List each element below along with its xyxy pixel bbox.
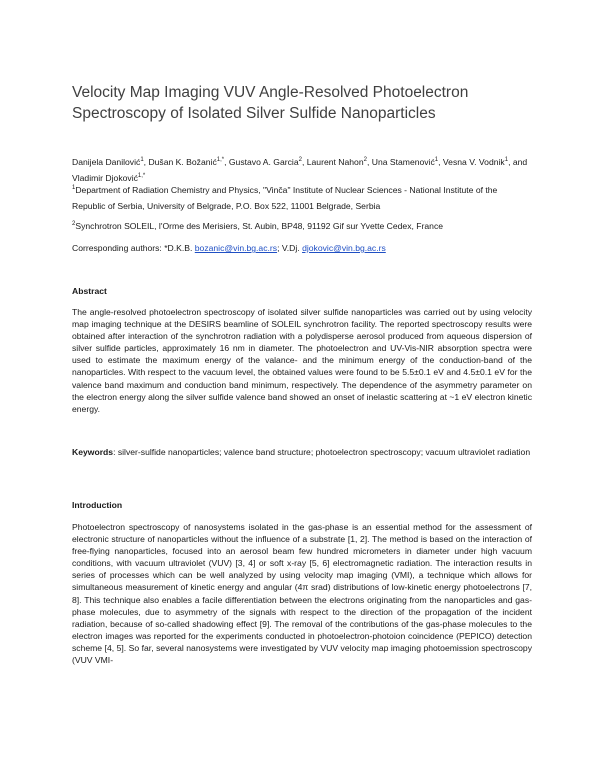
keywords-text: : silver-sulfide nanoparticles; valence band structure; photoelectron spectroscopy; vacuum ultraviolet radiation (113, 447, 531, 457)
affiliation-2: $^2$Synchrotron SOLEIL, l'Orme des Merisiers, St. Aubin, BP48, 91192 Gif sur Yvette Cedex, France (72, 221, 444, 231)
author: Vladimir Djoković$^{1,*}$ (72, 173, 146, 183)
keywords (72, 446, 532, 458)
abstract-text: The angle-resolved photoelectron spectroscopy of isolated silver sulfide nanoparticles was carried out by using velocity map imaging technique at the DESIRS beamline of SOLEIL synchrotron facility. The reported spectroscopy results were obtained after interaction of the synchrotron radiation with a polydisperse aerosol produced from aqueous dispersion of silver sulfide particles, approximately 16 nm in diameter. The photoelectron and UV-Vis-NIR absorption spectra were used to estimate the maximum energy of the valance- and the minimum energy of the conduction-band of the nanoparticles. With respect to the vacuum level, the obtained values were found to be 5.5±0.1 eV and 4.5±0.1 eV for the valence band maximum and conduction band minimum, respectively. The dependence of the asymmetry parameter on the electron energy along the silver sulfide valence band showed an onset of inelastic scattering at ~1 eV electron kinetic energy. (72, 307, 532, 414)
email-link-bozanic[interactable]: bozanic@vin.bg.ac.rs (194, 243, 278, 253)
author: Gustavo A. Garcia$^2$, (228, 157, 307, 167)
author: Vesna V. Vodnik$^1$, and (442, 157, 528, 167)
author: Laurent Nahon$^2$, (306, 157, 372, 167)
affiliation-1: $^1$Department of Radiation Chemistry and Physics, "Vinča" Institute of Nuclear Sciences - National Institute of the Republic of Serbia, University of Belgrade, P.O. Box 522, 11001 Belgrade, Serbia (72, 185, 498, 211)
paper-title: Velocity Map Imaging VUV Angle-Resolved Photoelectron Spectroscopy of Isolated Silver Sulfide Nanoparticles (72, 84, 469, 122)
author: Dušan K. Božanić$^{1,*}$, (148, 157, 229, 167)
abstract-heading: Abstract (72, 286, 107, 296)
author: Danijela Danilović$^1$, (72, 157, 149, 167)
corresponding-authors: Corresponding authors: *D.K.B. bozanic@vin.bg.ac.rs; V.Dj. djokovic@vin.bg.ac.rs (72, 243, 386, 253)
email-link-djokovic[interactable]: djokovic@vin.bg.ac.rs (302, 243, 386, 253)
introduction-heading: Introduction (72, 500, 123, 510)
keywords-label: Keywords (72, 447, 114, 457)
author: Una Stamenović$^1$, (371, 157, 443, 167)
introduction-text: Photoelectron spectroscopy of nanosystems isolated in the gas-phase is an essential method for the assessment of electronic structure of nanoparticles without the influence of a substrate [1, 2]. The method is based on the interaction of free-flying nanoparticles, focused into an aerosol beam few hundred micrometers in diameter under high vacuum conditions, with vacuum ultraviolet (VUV) [3, 4] or soft x-ray [5, 6] electromagnetic radiation. The interaction results in series of processes which can be well analyzed by using velocity map imaging (VMI), a technique which allows for simultaneous measurement of kinetic energy and angular (4π srad) distributions of low-kinetic energy photoelectrons [7, 8]. This technique also enables a facile differentiation between the electrons originating from the nanoparticles and gas-phase molecules, due to asymmetry of the signals with respect to the direction of the propagation of the incident radiation, because of so-called shadowing effect [9]. The removal of the contributions of the gas-phase molecules to the electron images was reported for the experiments conducted in photoelectron-photoion coincidence (PEPICO) detection scheme [4, 5]. So far, several nanosystems were investigated by VUV velocity map imaging photoemission spectroscopy (VUV VMI- (72, 522, 532, 666)
